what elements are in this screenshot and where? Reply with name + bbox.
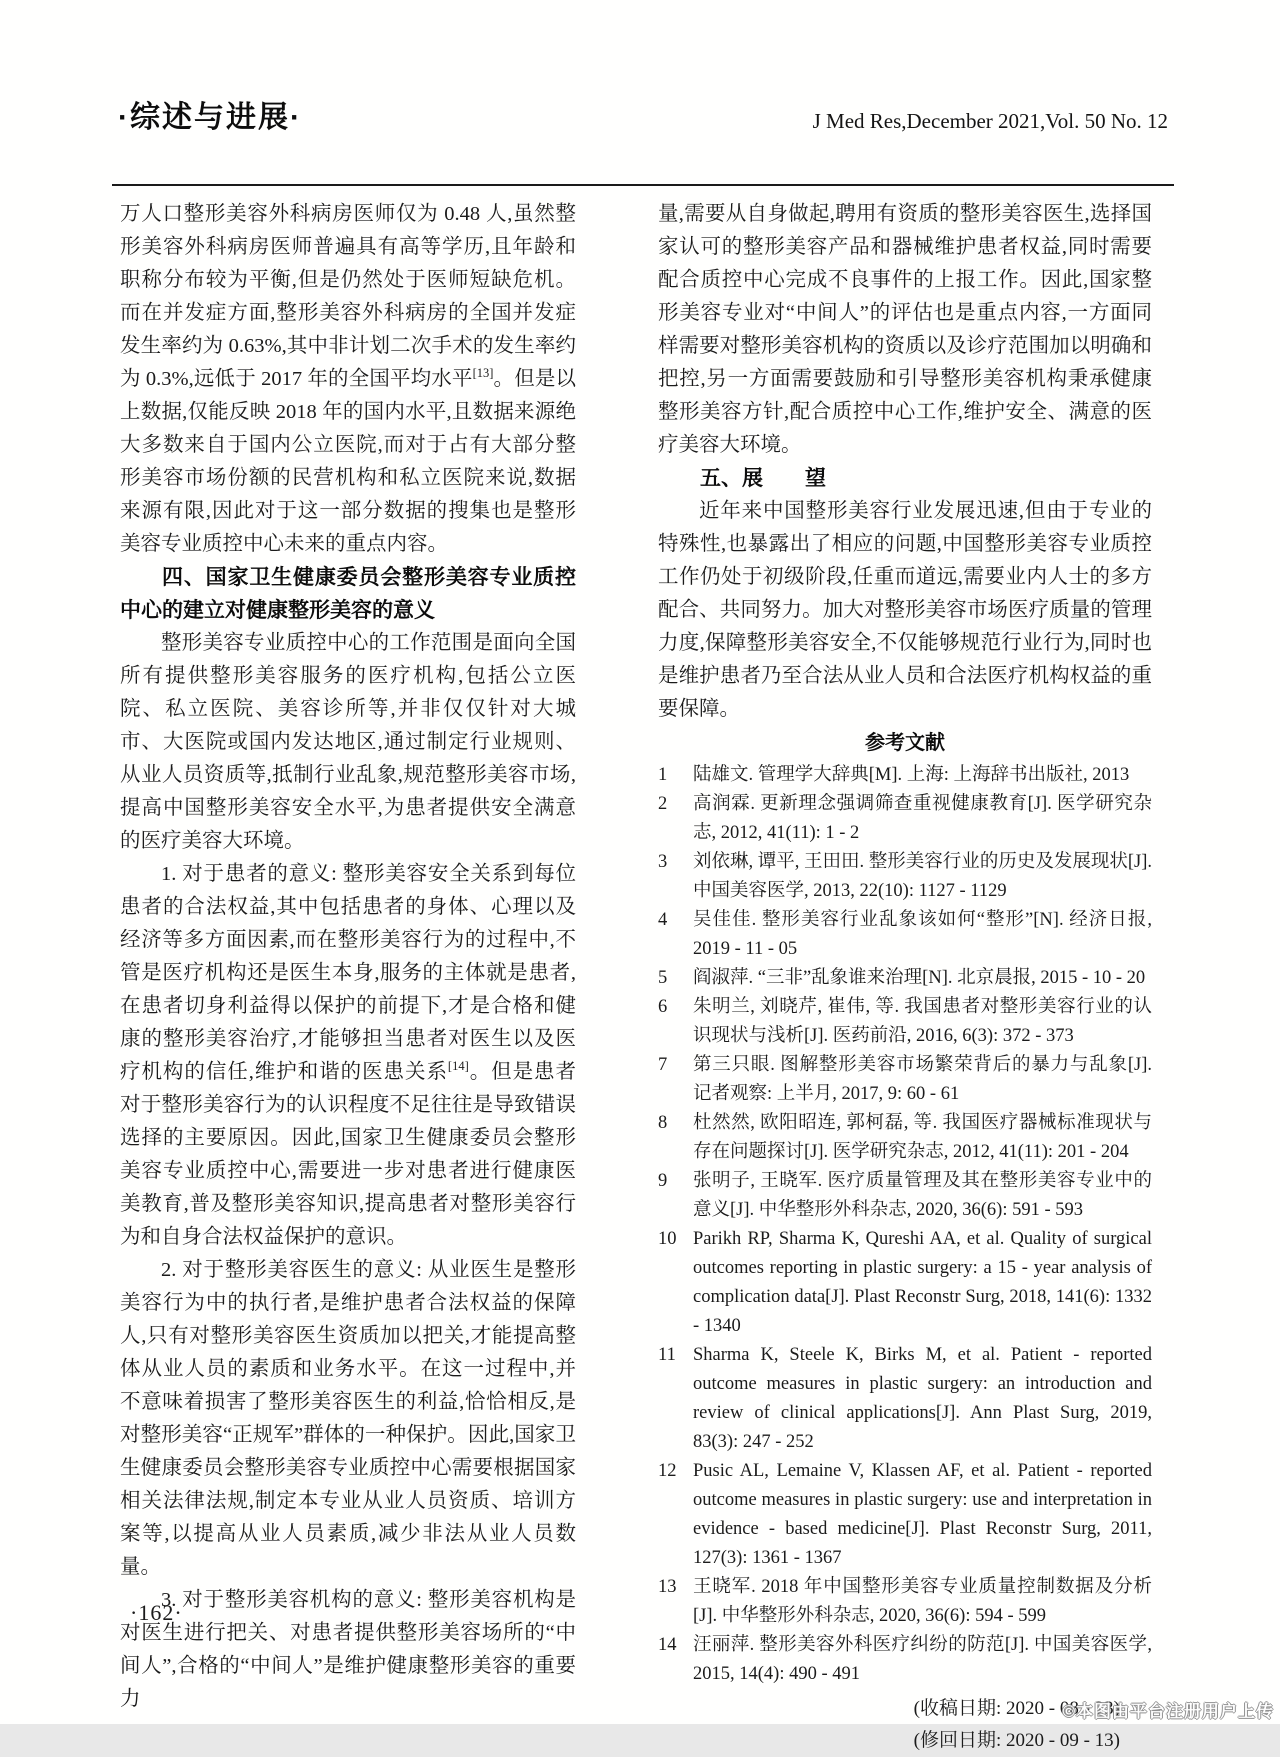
reference-number: 3 <box>658 852 668 872</box>
revised-date: (修回日期: 2020 - 09 - 13) <box>913 1730 1120 1751</box>
reference-item <box>658 1225 1152 1341</box>
reference-item <box>658 1167 1152 1225</box>
paragraph-text: 。但是患者对于整形美容行为的认识程度不足往往是导致错误选择的主要原因。因此,国家卫生健康委员会整形美容专业质控中心,需要进一步对患者进行健康医美教育,普及整形美容知识,提高患者对整形美容行为和自身合法权益保护的意识。 <box>120 1061 577 1248</box>
reference-item <box>658 1631 1152 1689</box>
reference-number: 9 <box>658 1171 668 1191</box>
reference-text: 杜然然, 欧阳昭连, 郭柯磊, 等. 我国医疗器械标准现状与存在问题探讨[J]. 医学研究杂志, 2012, 41(11): 201 - 204 <box>693 1113 1152 1162</box>
reference-text: 刘依琳, 谭平, 王田田. 整形美容行业的历史及发展现状[J]. 中国美容医学, 2013, 22(10): 1127 - 1129 <box>693 852 1152 901</box>
paragraph-organization-significance: 3. 对于整形美容机构的意义: 整形美容机构是对医生进行把关、对患者提供整形美容场所的“中间人”,合格的“中间人”是维护健康整形美容的重要力 <box>120 1589 576 1710</box>
reference-item <box>658 906 1152 964</box>
reference-text: Pusic AL, Lemaine V, Klassen AF, et al. Patient - reported outcome measures in plastic surgery: use and interpretation in evidence - based medicine[J]. Plast Reconstr Surg, 2011, 127(3): 1361 - 1367 <box>693 1461 1152 1568</box>
reference-number: 7 <box>658 1055 668 1075</box>
section-heading-5: 五、展 望 <box>700 467 826 490</box>
reference-item <box>658 790 1152 848</box>
reference-text: 王晓军. 2018 年中国整形美容专业质量控制数据及分析[J]. 中华整形外科杂志, 2020, 36(6): 594 - 599 <box>693 1577 1152 1626</box>
section-heading-4: 四、国家卫生健康委员会整形美容专业质控中心的建立对健康整形美容的意义 <box>120 566 576 622</box>
reference-number: 5 <box>658 968 668 988</box>
reference-item <box>658 848 1152 906</box>
reference-number: 4 <box>658 910 668 930</box>
reference-item <box>658 761 1152 790</box>
upload-watermark: ©本图由平台注册用户上传 <box>1062 1702 1274 1721</box>
paragraph-text: 。但是以上数据,仅能反映 2018 年的国内水平,且数据来源绝大多数来自于国内公立医院,而对于占有大部分整形美容市场份额的民营机构和私立医院来说,数据来源有限,因此对于这一部分数据的搜集也是整形美容专业质控中心未来的重点内容。 <box>120 368 576 555</box>
citation-superscript-14: [14] <box>447 1059 469 1074</box>
header-divider <box>112 184 1174 186</box>
paragraph-doctor-significance: 2. 对于整形美容医生的意义: 从业医生是整形美容行为中的执行者,是维护患者合法权益的保障人,只有对整形美容医生资质加以把关,才能提高整体从业人员的素质和业务水平。在这一过程中,并不意味着损害了整形美容医生的利益,恰恰相反,是对整形美容“正规军”群体的一种保护。因此,国家卫生健康委员会整形美容专业质控中心需要根据国家相关法律法规,制定本专业从业人员资质、培训方案等,以提高从业人员素质,减少非法从业人员数量。 <box>120 1259 576 1578</box>
reference-text: 高润霖. 更新理念强调筛查重视健康教育[J]. 医学研究杂志, 2012, 41(11): 1 - 2 <box>693 794 1152 843</box>
reference-item <box>658 1573 1152 1631</box>
references-title: 参考文献 <box>865 732 945 754</box>
reference-number: 1 <box>658 765 668 785</box>
reference-item <box>658 964 1152 993</box>
reference-number: 14 <box>658 1635 677 1655</box>
page-number: ·162· <box>130 1600 183 1625</box>
two-column-body <box>120 198 1152 1757</box>
reference-text: 朱明兰, 刘晓芹, 崔伟, 等. 我国患者对整形美容行业的认识现状与浅析[J]. 医药前沿, 2016, 6(3): 372 - 373 <box>693 997 1152 1046</box>
paragraph-scope: 整形美容专业质控中心的工作范围是面向全国所有提供整形美容服务的医疗机构,包括公立医院、私立医院、美容诊所等,并非仅仅针对大城市、大医院或国内发达地区,通过制定行业规则、从业人员资质等,抵制行业乱象,规范整形美容市场,提高中国整形美容安全水平,为患者提供安全满意的医疗美容大环境。 <box>120 632 576 852</box>
reference-item <box>658 993 1152 1051</box>
reference-text: Parikh RP, Sharma K, Qureshi AA, et al. Quality of surgical outcomes reporting in plastic surgery: a 15 - year analysis of complication data[J]. Plast Reconstr Surg, 2018, 141(6): 1332 - 1340 <box>693 1229 1152 1336</box>
reference-text: 吴佳佳. 整形美容行业乱象该如何“整形”[N]. 经济日报, 2019 - 11 - 05 <box>693 910 1152 959</box>
reference-text: Sharma K, Steele K, Birks M, et al. Patient - reported outcome measures in plastic surgery: an introduction and review of clinical applications[J]. Ann Plast Surg, 2019, 83(3): 247 - 252 <box>693 1345 1152 1452</box>
reference-text: 阎淑萍. “三非”乱象谁来治理[N]. 北京晨报, 2015 - 10 - 20 <box>693 968 1146 988</box>
reference-number: 12 <box>658 1461 677 1481</box>
reference-text: 第三只眼. 图解整形美容市场繁荣背后的暴力与乱象[J]. 记者观察: 上半月, 2017, 9: 60 - 61 <box>693 1055 1152 1104</box>
paragraph-continuation <box>120 198 576 561</box>
paragraph-text: 1. 对于患者的意义: 整形美容安全关系到每位患者的合法权益,其中包括患者的身体、心理以及经济等多方面因素,而在整形美容行为的过程中,不管是医疗机构还是医生本身,服务的主体就是患者,在患者切身利益得以保护的前提下,才是合格和健康的整形美容治疗,才能够担当患者对医生以及医疗机构的信任,维护和谐的医患关系 <box>120 863 576 1083</box>
reference-number: 11 <box>658 1345 676 1365</box>
reference-item <box>658 1051 1152 1109</box>
reference-list <box>658 761 1152 1689</box>
reference-number: 6 <box>658 997 668 1017</box>
journal-citation: J Med Res,December 2021,Vol. 50 No. 12 <box>812 109 1168 133</box>
paragraph-outlook: 近年来中国整形美容行业发展迅速,但由于专业的特殊性,也暴露出了相应的问题,中国整形美容专业质控工作仍处于初级阶段,任重而道远,需要业内人士的多方配合、共同努力。加大对整形美容市场医疗质量的管理力度,保障整形美容安全,不仅能够规范行业行为,同时也是维护患者乃至合法从业人员和合法医疗机构权益的重要保障。 <box>658 500 1152 720</box>
reference-number: 2 <box>658 794 668 814</box>
citation-superscript-13: [13] <box>472 366 494 381</box>
reference-item <box>658 1109 1152 1167</box>
reference-item <box>658 1457 1152 1573</box>
column-section-label: ·综述与进展· <box>118 101 302 134</box>
left-column <box>120 198 576 1757</box>
reference-text: 陆雄文. 管理学大辞典[M]. 上海: 上海辞书出版社, 2013 <box>693 765 1130 785</box>
paragraph-text: 万人口整形美容外科病房医师仅为 0.48 人,虽然整形美容外科病房医师普遍具有高等学历,且年龄和职称分布较为平衡,但是仍然处于医师短缺危机。而在并发症方面,整形美容外科病房的全国并发症发生率约为 0.63%,其中非计划二次手术的发生率约为 0.3%,远低于 2017 年的全国平均水平 <box>120 203 576 390</box>
reference-number: 10 <box>658 1229 677 1249</box>
reference-item <box>658 1341 1152 1457</box>
received-date: (收稿日期: 2020 - 08 - 23) <box>913 1698 1120 1719</box>
page-header <box>118 92 1168 136</box>
reference-text: 汪丽萍. 整形美容外科医疗纠纷的防范[J]. 中国美容医学, 2015, 14(4): 490 - 491 <box>693 1635 1152 1684</box>
right-column <box>658 198 1152 1757</box>
paragraph-patient-significance <box>120 858 576 1254</box>
reference-text: 张明子, 王晓军. 医疗质量管理及其在整形美容专业中的意义[J]. 中华整形外科杂志, 2020, 36(6): 591 - 593 <box>693 1171 1152 1220</box>
reference-number: 8 <box>658 1113 668 1133</box>
reference-number: 13 <box>658 1577 677 1597</box>
paragraph-continuation: 量,需要从自身做起,聘用有资质的整形美容医生,选择国家认可的整形美容产品和器械维护患者权益,同时需要配合质控中心完成不良事件的上报工作。因此,国家整形美容专业对“中间人”的评估也是重点内容,一方面同样需要对整形美容机构的资质以及诊疗范围加以明确和把控,另一方面需要鼓励和引导整形美容机构秉承健康整形美容方针,配合质控中心工作,维护安全、满意的医疗美容大环境。 <box>658 203 1152 456</box>
